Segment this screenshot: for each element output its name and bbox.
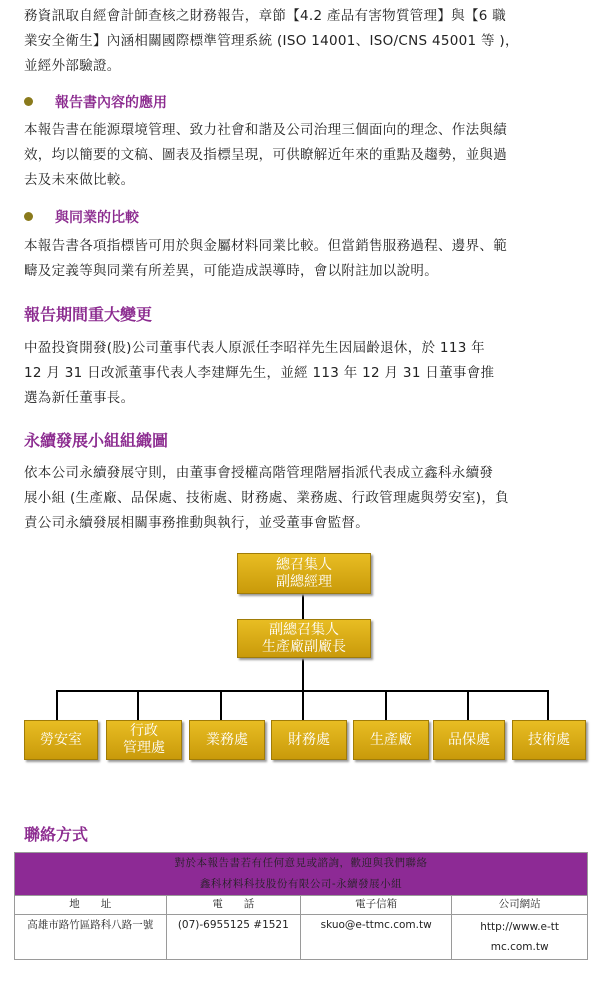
contact-address: 高雄市路竹區路科八路一號 xyxy=(15,915,167,960)
connector-line xyxy=(467,690,469,721)
org-box-convener xyxy=(237,553,371,594)
contact-label-row xyxy=(15,896,588,915)
paragraph-line: 展小組 (生產廠、品保處、技術處、財務處、業務處、行政管理處與勞安室)，負 xyxy=(24,490,509,506)
banner-line: 鑫科材料科技股份有限公司-永續發展小組 xyxy=(199,878,403,890)
org-box-deputy-convener xyxy=(237,619,371,658)
contact-table xyxy=(14,852,588,960)
connector-line xyxy=(220,690,222,721)
box-label: 技術處 xyxy=(528,731,570,748)
org-box-unit xyxy=(512,720,586,760)
contact-banner-row xyxy=(15,853,588,896)
paragraph-line: 選為新任董事長。 xyxy=(24,390,135,406)
box-label: 副總召集人 xyxy=(269,621,339,638)
section-heading-org: 永續發展小組組織圖 xyxy=(24,431,169,450)
box-label: 生產廠副廠長 xyxy=(262,638,346,655)
contact-label-website: 公司網站 xyxy=(452,896,588,915)
contact-label-email: 電子信箱 xyxy=(301,896,452,915)
bullet-heading-application: 報告書內容的應用 xyxy=(24,92,167,112)
org-box-unit xyxy=(271,720,347,760)
changes-paragraph xyxy=(24,336,576,411)
contact-label-address: 地 址 xyxy=(15,896,167,915)
contact-banner xyxy=(15,853,588,896)
section-heading-contact: 聯絡方式 xyxy=(24,825,89,844)
connector-line xyxy=(385,690,387,721)
paragraph-line: 本報告書各項指標皆可用於與金屬材料同業比較。但當銷售服務過程、邊界、範 xyxy=(24,238,507,254)
box-label: 管理處 xyxy=(123,740,165,756)
bullet-dot-icon xyxy=(24,97,33,106)
paragraph-line: 去及未來做比較。 xyxy=(24,172,135,188)
intro-line: 業安全衛生】內涵相關國際標準管理系統 (ISO 14001、ISO/CNS 45001 等 )， xyxy=(24,33,519,49)
org-box-unit xyxy=(433,720,505,760)
org-box-unit xyxy=(106,720,182,760)
contact-phone: (07)-6955125 #1521 xyxy=(166,915,300,960)
box-label: 財務處 xyxy=(288,731,330,748)
contact-label-phone: 電 話 xyxy=(166,896,300,915)
paragraph-line: 疇及定義等與同業有所差異，可能造成誤導時，會以附註加以說明。 xyxy=(24,263,438,279)
connector-line xyxy=(302,594,304,620)
paragraph-line: 12 月 31 日改派董事代表人李建輝先生，並經 113 年 12 月 31 日董事會推 xyxy=(24,365,495,381)
box-label: 品保處 xyxy=(448,731,490,748)
intro-paragraph xyxy=(24,4,576,79)
paragraph-line: 中盈投資開發(股)公司董事代表人原派任李昭祥先生因屆齡退休，於 113 年 xyxy=(24,340,485,356)
paragraph-line: 效，均以簡要的文稿、圖表及指標呈現，可供瞭解近年來的重點及趨勢，並與過 xyxy=(24,147,507,163)
bullet-heading-peer: 與同業的比較 xyxy=(24,207,139,227)
connector-line xyxy=(302,657,304,690)
org-box-unit xyxy=(24,720,98,760)
paragraph-line: 本報告書在能源環境管理、致力社會和諧及公司治理三個面向的理念、作法與績 xyxy=(24,122,507,138)
contact-value-row xyxy=(15,915,588,960)
paragraph-line: 責公司永續發展相關事務推動與執行，並受董事會監督。 xyxy=(24,515,369,531)
intro-line: 並經外部驗證。 xyxy=(24,58,121,74)
box-label: 總召集人 xyxy=(276,556,332,573)
contact-website[interactable]: http://www.e-ttmc.com.tw xyxy=(452,915,588,960)
connector-line xyxy=(302,690,304,721)
bullet-dot-icon xyxy=(24,212,33,221)
box-label: 業務處 xyxy=(206,731,248,748)
peer-paragraph xyxy=(24,234,576,284)
paragraph-line: 依本公司永續發展守則，由董事會授權高階管理階層指派代表成立鑫科永續發 xyxy=(24,465,494,481)
banner-line: 對於本報告書若有任何意見或諮詢，歡迎與我們聯絡 xyxy=(174,857,428,869)
application-paragraph xyxy=(24,118,576,193)
connector-line xyxy=(547,690,549,721)
box-label: 勞安室 xyxy=(40,731,82,748)
box-label: 生產廠 xyxy=(370,731,412,748)
connector-line xyxy=(137,690,139,721)
contact-email[interactable]: skuo@e-ttmc.com.tw xyxy=(301,915,452,960)
box-label: 行政 xyxy=(130,723,158,739)
box-label: 副總經理 xyxy=(276,573,332,590)
section-heading-changes: 報告期間重大變更 xyxy=(24,305,153,324)
intro-line: 務資訊取自經會計師查核之財務報告，章節【4.2 產品有害物質管理】與【6 職 xyxy=(24,8,507,24)
org-box-unit xyxy=(353,720,429,760)
org-paragraph xyxy=(24,461,576,536)
org-box-unit xyxy=(189,720,265,760)
connector-line xyxy=(56,690,58,721)
